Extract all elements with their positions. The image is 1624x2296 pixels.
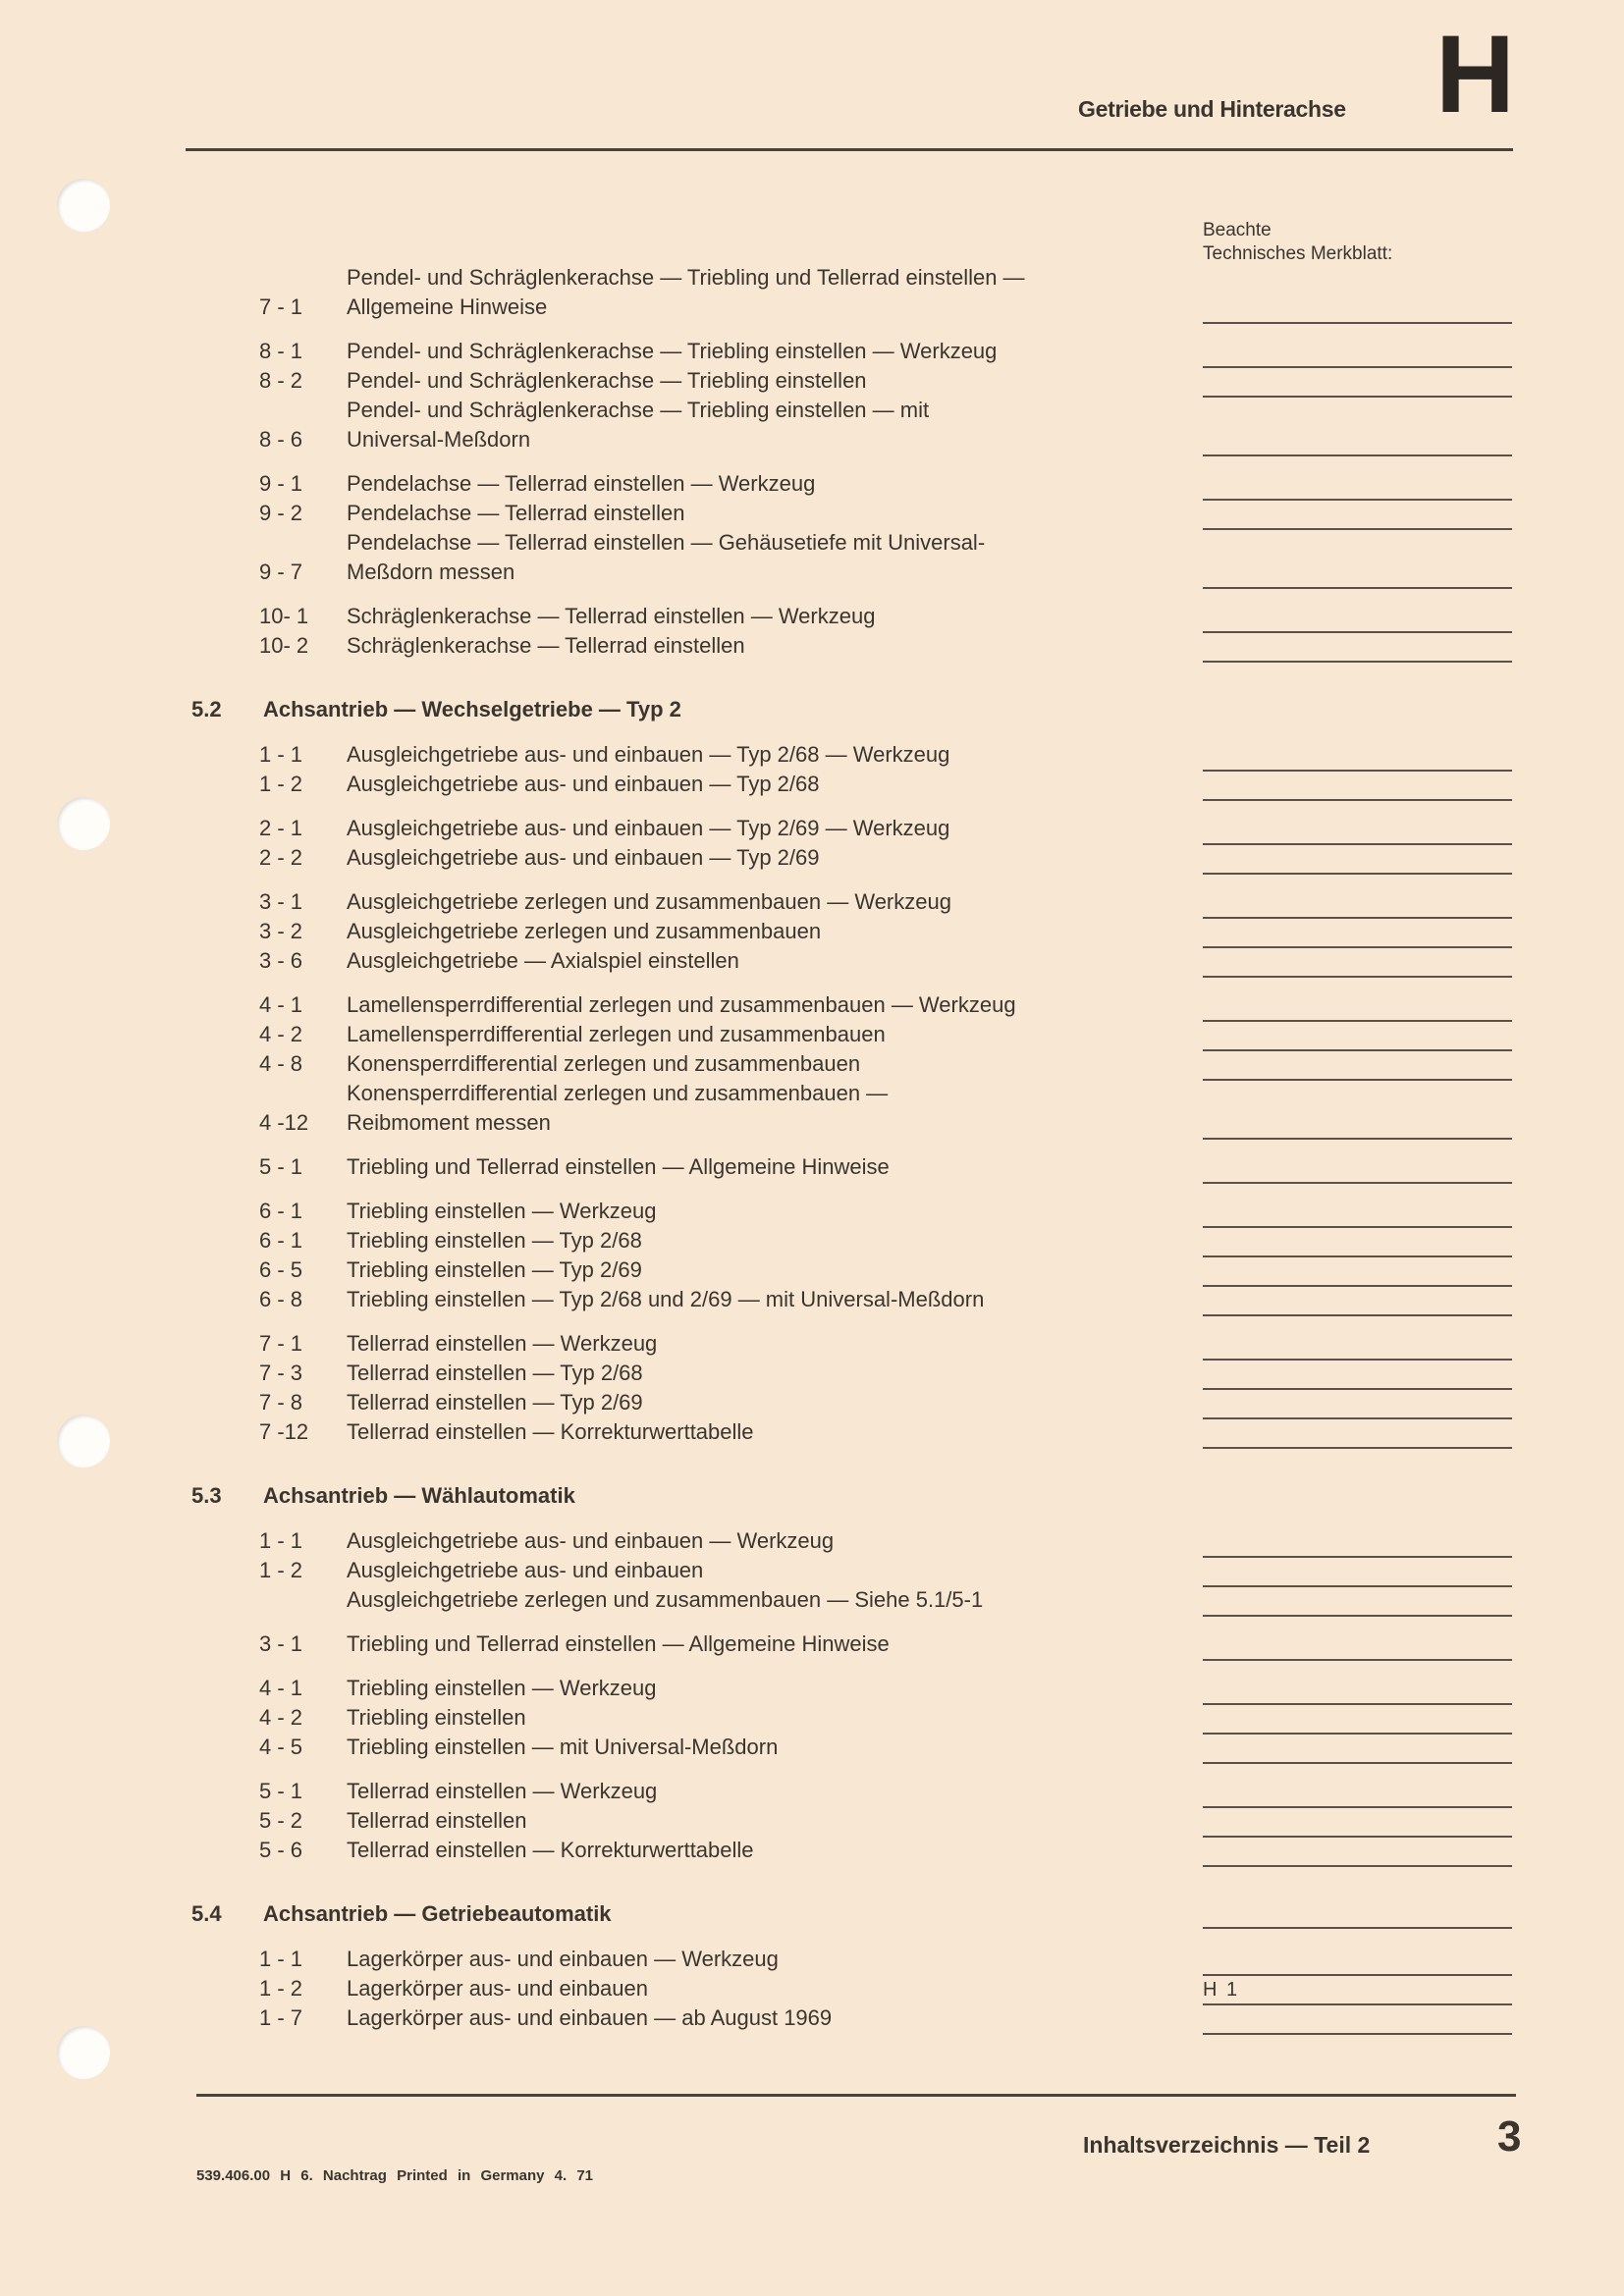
entry-number: 6 - 1 — [259, 1228, 303, 1253]
entry-title-line: Pendel- und Schräglenkerachse — Triebling einstellen — mit — [347, 398, 930, 422]
entry-title-line: Tellerrad einstellen — Korrekturwerttabelle — [347, 1419, 754, 1444]
entry-title-line: Pendel- und Schräglenkerachse — Triebling einstellen — [347, 368, 867, 393]
section-heading — [191, 695, 1517, 724]
entry-group — [191, 1152, 1517, 1182]
entry-number: 5 - 1 — [259, 1154, 303, 1179]
entry-title-line: Ausgleichgetriebe aus- und einbauen — Typ 2/69 — Werkzeug — [347, 816, 950, 840]
notes-line — [1203, 368, 1512, 398]
entry-group — [191, 1197, 1517, 1314]
entry-title — [347, 528, 1203, 587]
entry-title — [347, 1836, 1203, 1865]
notes-line — [1203, 1022, 1512, 1051]
list-item — [191, 770, 1517, 799]
footer-rule — [196, 2094, 1516, 2097]
entry-group — [191, 1945, 1517, 2033]
entry-title-line: Triebling einstellen — Typ 2/68 — [347, 1228, 642, 1253]
toc-section — [191, 1899, 1517, 2033]
notes-line — [1203, 339, 1512, 368]
entry-group — [191, 887, 1517, 976]
section-title: Achsantrieb — Wählautomatik — [263, 1483, 575, 1508]
list-item — [191, 366, 1517, 396]
entry-number: 4 -12 — [259, 1110, 309, 1135]
notes-label-line2: Technisches Merkblatt: — [1203, 243, 1393, 264]
entry-title — [347, 499, 1203, 528]
notes-line — [1203, 1587, 1512, 1617]
list-item — [191, 337, 1517, 366]
entry-number: 9 - 2 — [259, 501, 303, 525]
entry-title-line: Triebling und Tellerrad einstellen — Allgemeine Hinweise — [347, 1631, 890, 1656]
notes-line — [1203, 1361, 1512, 1390]
entry-number: 4 - 2 — [259, 1705, 303, 1730]
list-item — [191, 1703, 1517, 1733]
notes-line — [1203, 1838, 1512, 1867]
notes-line — [1203, 845, 1512, 875]
entry-number: 4 - 1 — [259, 992, 303, 1017]
entry-title-line: Meßdorn messen — [347, 560, 515, 584]
entry-title — [347, 1526, 1203, 1556]
list-item — [191, 1197, 1517, 1226]
toc-section — [191, 695, 1517, 1447]
list-item — [191, 602, 1517, 631]
list-item — [191, 396, 1517, 454]
entry-title — [347, 1020, 1203, 1049]
section-number: 5.4 — [191, 1901, 222, 1926]
list-item — [191, 1285, 1517, 1314]
entry-title — [347, 469, 1203, 499]
list-item — [191, 1974, 1517, 2003]
entry-title — [347, 1226, 1203, 1255]
entry-title-line: Triebling einstellen — [347, 1705, 526, 1730]
notes-line — [1203, 1558, 1512, 1587]
punch-hole — [57, 797, 110, 850]
list-item — [191, 2003, 1517, 2033]
entry-number: 8 - 6 — [259, 427, 303, 452]
notes-line — [1203, 2005, 1512, 2035]
list-item — [191, 917, 1517, 946]
list-item — [191, 263, 1517, 322]
entry-number: 10- 1 — [259, 604, 309, 628]
punch-hole — [57, 179, 110, 232]
list-item — [191, 1526, 1517, 1556]
notes-line — [1203, 501, 1512, 530]
notes-line — [1203, 816, 1512, 845]
toc-section — [191, 1481, 1517, 1865]
entry-title-line: Ausgleichgetriebe zerlegen und zusammenbauen — Siehe 5.1/5-1 — [347, 1587, 984, 1612]
list-item — [191, 1359, 1517, 1388]
entry-title — [347, 1049, 1203, 1079]
entry-title-line: Pendel- und Schräglenkerachse — Triebling und Tellerrad einstellen — — [347, 265, 1025, 290]
entry-title-line: Pendelachse — Tellerrad einstellen — Gehäusetiefe mit Universal- — [347, 530, 986, 555]
entry-number: 7 -12 — [259, 1419, 309, 1444]
notes-line — [1203, 1735, 1512, 1764]
entry-number: 5 - 2 — [259, 1808, 303, 1833]
list-item — [191, 1226, 1517, 1255]
entry-title-line: Ausgleichgetriebe — Axialspiel einstellen — [347, 948, 739, 973]
entry-title-line: Allgemeine Hinweise — [347, 294, 548, 319]
notes-label-line1: Beachte — [1203, 220, 1272, 240]
header-rule — [186, 148, 1513, 151]
entry-group — [191, 263, 1517, 322]
entry-number: 5 - 1 — [259, 1779, 303, 1803]
notes-line — [1203, 889, 1512, 919]
list-item — [191, 1629, 1517, 1659]
entry-group — [191, 740, 1517, 799]
entry-title — [347, 1255, 1203, 1285]
entry-title-line: Lagerkörper aus- und einbauen — ab August 1969 — [347, 2005, 833, 2030]
entry-title-line: Triebling einstellen — Typ 2/69 — [347, 1257, 642, 1282]
entry-group — [191, 1777, 1517, 1865]
entry-group — [191, 990, 1517, 1138]
entry-title-line: Schräglenkerachse — Tellerrad einstellen — [347, 633, 745, 658]
entry-title — [347, 1079, 1203, 1138]
entry-title — [347, 1703, 1203, 1733]
entry-title-line: Ausgleichgetriebe aus- und einbauen — Werkzeug — [347, 1528, 835, 1553]
entry-title — [347, 366, 1203, 396]
entry-group — [191, 1674, 1517, 1762]
notes-line — [1203, 471, 1512, 501]
entry-title — [347, 887, 1203, 917]
notes-line — [1203, 1676, 1512, 1705]
entry-number: 9 - 7 — [259, 560, 303, 584]
entry-number: 7 - 1 — [259, 294, 303, 319]
entry-title — [347, 1629, 1203, 1659]
entry-group — [191, 602, 1517, 661]
notes-line — [1203, 1481, 1512, 1509]
section-heading — [191, 1481, 1517, 1511]
entry-title-line: Lamellensperrdifferential zerlegen und zusammenbauen — [347, 1022, 886, 1046]
notes-line — [1203, 948, 1512, 978]
list-item — [191, 1049, 1517, 1079]
entry-title-line: Tellerrad einstellen — [347, 1808, 527, 1833]
entry-title — [347, 1777, 1203, 1806]
notes-line — [1203, 1287, 1512, 1316]
entry-title-line: Konensperrdifferential zerlegen und zusammenbauen — — [347, 1081, 889, 1105]
entry-title — [347, 917, 1203, 946]
list-item — [191, 887, 1517, 917]
entry-title-line: Ausgleichgetriebe aus- und einbauen — Typ 2/68 — Werkzeug — [347, 742, 950, 767]
entry-title — [347, 814, 1203, 843]
page-number: 3 — [1497, 2112, 1522, 2161]
entry-title — [347, 2003, 1203, 2033]
entry-number: 7 - 1 — [259, 1331, 303, 1356]
entry-title-line: Reibmoment messen — [347, 1110, 551, 1135]
entry-title-line: Konensperrdifferential zerlegen und zusammenbauen — [347, 1051, 861, 1076]
list-item — [191, 843, 1517, 873]
entry-number: 1 - 7 — [259, 2005, 303, 2030]
list-item — [191, 1806, 1517, 1836]
entry-title — [347, 1152, 1203, 1182]
notes-line — [1203, 742, 1512, 772]
notes-line — [1203, 633, 1512, 663]
notes-line — [1203, 294, 1512, 324]
entry-title — [347, 1674, 1203, 1703]
entry-number: 1 - 1 — [259, 742, 303, 767]
entry-number: 3 - 2 — [259, 919, 303, 943]
entry-number: 4 - 8 — [259, 1051, 303, 1076]
entry-title-line: Tellerrad einstellen — Typ 2/68 — [347, 1361, 643, 1385]
list-item — [191, 1020, 1517, 1049]
list-item — [191, 1585, 1517, 1615]
entry-title — [347, 1945, 1203, 1974]
entry-title — [347, 1359, 1203, 1388]
entry-title — [347, 946, 1203, 976]
entry-title-line: Triebling und Tellerrad einstellen — Allgemeine Hinweise — [347, 1154, 890, 1179]
list-item — [191, 990, 1517, 1020]
entry-number: 3 - 6 — [259, 948, 303, 973]
notes-line — [1203, 1528, 1512, 1558]
punch-hole — [57, 1415, 110, 1468]
entry-number: 4 - 5 — [259, 1735, 303, 1759]
list-item — [191, 1556, 1517, 1585]
entry-title — [347, 990, 1203, 1020]
entry-number: 4 - 1 — [259, 1676, 303, 1700]
entry-title-line: Lagerkörper aus- und einbauen — Werkzeug — [347, 1947, 779, 1971]
entry-title — [347, 631, 1203, 661]
entry-number: 1 - 2 — [259, 1976, 303, 2001]
entry-title-line: Tellerrad einstellen — Typ 2/69 — [347, 1390, 643, 1415]
entry-title-line: Triebling einstellen — Werkzeug — [347, 1676, 657, 1700]
entry-group — [191, 337, 1517, 454]
notes-line — [1203, 1705, 1512, 1735]
notes-column-label — [1203, 219, 1392, 266]
toc-section — [191, 263, 1517, 661]
entry-number: 3 - 1 — [259, 889, 303, 914]
entry-number: 1 - 2 — [259, 772, 303, 796]
entry-number: 10- 2 — [259, 633, 309, 658]
list-item — [191, 1255, 1517, 1285]
notes-line — [1203, 1228, 1512, 1257]
entry-title-line: Universal-Meßdorn — [347, 427, 531, 452]
entry-title — [347, 396, 1203, 454]
entry-title-line: Pendel- und Schräglenkerachse — Triebling einstellen — Werkzeug — [347, 339, 998, 363]
list-item — [191, 740, 1517, 770]
list-item — [191, 499, 1517, 528]
list-item — [191, 528, 1517, 587]
entry-group — [191, 1629, 1517, 1659]
notes-line — [1203, 1331, 1512, 1361]
section-heading — [191, 1899, 1517, 1929]
entry-number: 7 - 3 — [259, 1361, 303, 1385]
entry-number: 2 - 2 — [259, 845, 303, 870]
notes-line — [1203, 992, 1512, 1022]
print-code: 539.406.00 H 6. Nachtrag Printed in Germany 4. 71 — [196, 2167, 594, 2184]
footer-title: Inhaltsverzeichnis — Teil 2 — [1083, 2132, 1371, 2158]
entry-title-line: Triebling einstellen — Typ 2/68 und 2/69 — mit Universal-Meßdorn — [347, 1287, 985, 1311]
entry-number: 6 - 5 — [259, 1257, 303, 1282]
notes-line — [1203, 772, 1512, 801]
notes-line — [1203, 1051, 1512, 1081]
list-item — [191, 1388, 1517, 1417]
entry-title-line: Tellerrad einstellen — Korrekturwerttabelle — [347, 1838, 754, 1862]
notes-line — [1203, 1779, 1512, 1808]
notes-line — [1203, 1257, 1512, 1287]
list-item — [191, 1152, 1517, 1182]
entry-number: 1 - 2 — [259, 1558, 303, 1582]
list-item — [191, 631, 1517, 661]
section-number: 5.2 — [191, 697, 222, 721]
entry-title — [347, 1806, 1203, 1836]
entry-title — [347, 1285, 1203, 1314]
entry-title — [347, 263, 1203, 322]
entry-number: 3 - 1 — [259, 1631, 303, 1656]
entry-title — [347, 770, 1203, 799]
entry-title-line: Triebling einstellen — mit Universal-Meßdorn — [347, 1735, 779, 1759]
entry-title-line: Ausgleichgetriebe aus- und einbauen — [347, 1558, 704, 1582]
list-item — [191, 946, 1517, 976]
list-item — [191, 1329, 1517, 1359]
list-item — [191, 469, 1517, 499]
entry-title-line: Tellerrad einstellen — Werkzeug — [347, 1331, 658, 1356]
entry-title-line: Tellerrad einstellen — Werkzeug — [347, 1779, 658, 1803]
entry-title — [347, 1197, 1203, 1226]
entry-title-line: Ausgleichgetriebe zerlegen und zusammenbauen — Werkzeug — [347, 889, 951, 914]
notes-line — [1203, 1110, 1512, 1140]
list-item — [191, 1417, 1517, 1447]
section-letter: H — [1435, 13, 1515, 135]
entry-title-line: Ausgleichgetriebe zerlegen und zusammenbauen — [347, 919, 822, 943]
entry-title-line: Lagerkörper aus- und einbauen — [347, 1976, 649, 2001]
notes-line — [1203, 695, 1512, 722]
list-item — [191, 1733, 1517, 1762]
notes-line — [1203, 1947, 1512, 1976]
entry-group — [191, 1329, 1517, 1447]
notes-line — [1203, 1808, 1512, 1838]
entry-number: 1 - 1 — [259, 1947, 303, 1971]
entry-title — [347, 1417, 1203, 1447]
entry-title — [347, 337, 1203, 366]
header-title: Getriebe und Hinterachse — [1078, 96, 1346, 122]
notes-line — [1203, 1154, 1512, 1184]
list-item — [191, 1079, 1517, 1138]
entry-title — [347, 1329, 1203, 1359]
notes-line — [1203, 604, 1512, 633]
table-of-contents — [191, 263, 1517, 2033]
punch-hole — [57, 2026, 110, 2079]
entry-title-line: Ausgleichgetriebe aus- und einbauen — Typ 2/69 — [347, 845, 820, 870]
notes-line: H 1 — [1203, 1976, 1512, 2005]
entry-title — [347, 740, 1203, 770]
entry-number: 7 - 8 — [259, 1390, 303, 1415]
entry-number: 4 - 2 — [259, 1022, 303, 1046]
entry-title — [347, 843, 1203, 873]
list-item — [191, 1674, 1517, 1703]
notes-line — [1203, 1390, 1512, 1419]
entry-title-line: Schräglenkerachse — Tellerrad einstellen — Werkzeug — [347, 604, 876, 628]
notes-line — [1203, 1199, 1512, 1228]
list-item — [191, 1836, 1517, 1865]
entry-number: 8 - 2 — [259, 368, 303, 393]
entry-title-line: Lamellensperrdifferential zerlegen und zusammenbauen — Werkzeug — [347, 992, 1016, 1017]
entry-title — [347, 1388, 1203, 1417]
section-number: 5.3 — [191, 1483, 222, 1508]
entry-title — [347, 602, 1203, 631]
entry-number: 1 - 1 — [259, 1528, 303, 1553]
notes-line — [1203, 560, 1512, 589]
entry-number: 8 - 1 — [259, 339, 303, 363]
entry-title-line: Triebling einstellen — Werkzeug — [347, 1199, 657, 1223]
list-item — [191, 1945, 1517, 1974]
entry-number: 6 - 1 — [259, 1199, 303, 1223]
notes-line — [1203, 1419, 1512, 1449]
entry-title-line: Pendelachse — Tellerrad einstellen — Werkzeug — [347, 471, 816, 496]
entry-number: 6 - 8 — [259, 1287, 303, 1311]
entry-title — [347, 1733, 1203, 1762]
list-item — [191, 814, 1517, 843]
entry-group — [191, 1526, 1517, 1615]
entry-title — [347, 1974, 1203, 2003]
entry-number: 2 - 1 — [259, 816, 303, 840]
entry-title-line: Ausgleichgetriebe aus- und einbauen — Typ 2/68 — [347, 772, 820, 796]
entry-number: 9 - 1 — [259, 471, 303, 496]
entry-group — [191, 469, 1517, 587]
section-title: Achsantrieb — Wechselgetriebe — Typ 2 — [263, 697, 681, 721]
notes-line — [1203, 1631, 1512, 1661]
notes-line — [1203, 919, 1512, 948]
section-title: Achsantrieb — Getriebeautomatik — [263, 1901, 612, 1926]
notes-line — [1203, 427, 1512, 456]
list-item — [191, 1777, 1517, 1806]
entry-title — [347, 1556, 1203, 1585]
entry-title-line: Pendelachse — Tellerrad einstellen — [347, 501, 685, 525]
entry-group — [191, 814, 1517, 873]
entry-title — [347, 1585, 1203, 1615]
entry-number: 5 - 6 — [259, 1838, 303, 1862]
notes-line — [1203, 1899, 1512, 1929]
